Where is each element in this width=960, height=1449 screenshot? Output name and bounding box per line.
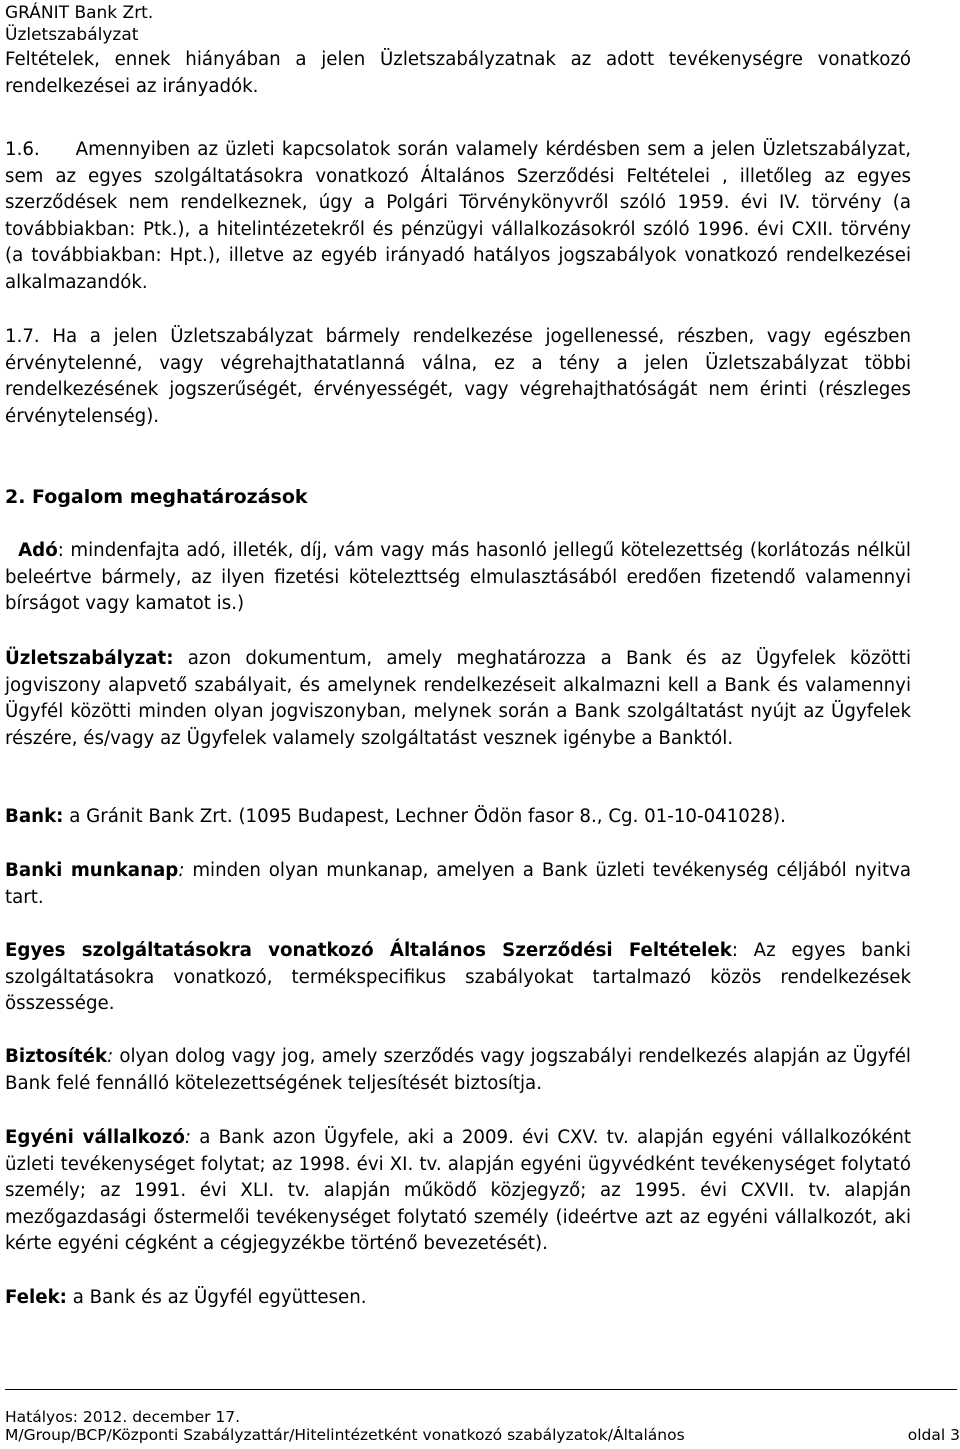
definition-text: olyan dolog vagy jog, amely szerződés vagy jogszabályi rendelkezés alapján az Ügyfél Bank felé fennálló kötelezettségének teljesítését biztosítja.: [5, 1046, 911, 1094]
definition-banki-munkanap: Banki munkanap: minden olyan munkanap, amelyen a Bank üzleti tevékenység céljából nyitva tart.: [5, 860, 911, 908]
definition-term: Üzletszabályzat:: [5, 648, 174, 669]
definition-biztositek: Biztosíték: olyan dolog vagy jog, amely szerződés vagy jogszabályi rendelkezés alapján az Ügyfél Bank felé fennálló kötelezettségének teljesítését biztosítja.: [5, 1046, 911, 1094]
footer-path: M/Group/BCP/Központi Szabályzattár/Hitelintézetként vonatkozó szabályzatok/Általános: [5, 1426, 685, 1444]
page-header: [5, 2, 153, 46]
definition-bank: [5, 804, 911, 831]
section-1-6: [5, 137, 911, 296]
definition-term: Biztosíték: [5, 1046, 108, 1067]
definition-text: mindenfajta adó, illeték, díj, vám vagy más hasonló jellegű kötelezettség (korlátozás nélkül beleértve bármely, az ilyen fizetési kötelezttség elmulasztásából eredően fizetendő valamennyi bírságot vagy kamatot is.): [5, 540, 911, 614]
definition-term: Felek:: [5, 1287, 67, 1308]
section-1-6-text: Amennyiben az üzleti kapcsolatok során valamely kérdésben sem a jelen Üzletszabályzat, sem az egyes szolgáltatásokra vonatkozó Általános Szerződési Feltételei , illetőleg az egyes szerződések nem rendelkeznek, úgy a Polgári Törvénykönyvről szóló 1959. évi IV. törvény (a továbbiakban: Ptk.), a hitelintézetekről és pénzügyi vállalkozásokról szóló 1996. évi CXII. törvény (a továbbiakban: Hpt.), illetve az egyéb irányadó hatályos jogszabályok vonatkozó rendelkezései alkalmazandók.: [5, 139, 911, 293]
footer-page-number: oldal 3: [907, 1426, 960, 1444]
section-1-7-text: Ha a jelen Üzletszabályzat bármely rendelkezése jogellenessé, részben, vagy egészben érvénytelenné, vagy végrehajthatatlanná válna, ez a tény a jelen Üzletszabályzat többi rendelkezésének jogszerűségét, érvényességét, vagy végrehajthatóságát nem érinti (részleges érvénytelenség).: [5, 326, 911, 427]
definition-text: Az egyes banki szolgáltatásokra vonatkozó, termékspecifikus szabályokat tartalmazó közös rendelkezések összessége.: [5, 940, 911, 1014]
definition-term: Adó: [18, 540, 58, 561]
section-1-7: [5, 324, 911, 430]
definition-term: Banki munkanap: [5, 860, 179, 881]
definition-term: Egyes szolgáltatásokra vonatkozó Általános Szerződési Feltételek: [5, 940, 732, 961]
section-1-7-number: 1.7.: [5, 326, 40, 347]
definition-text: minden olyan munkanap, amelyen a Bank üzleti tevékenység céljából nyitva tart.: [5, 860, 911, 908]
definition-text: a Bank azon Ügyfele, aki a 2009. évi CXV. tv. alapján egyéni vállalkozóként üzleti tevékenységet folytat; az 1998. évi XI. tv. alapján egyéni ügyvédként tevékenységet folytató személy; az 1991. évi XLI. tv. alapján működő közjegyző; az 1995. évi CXVII. tv. alapján mezőgazdasági őstermelői tevékenységet folytató személy (ideértve azt az egyéni vállalkozót, aki kérte egyéni cégként a cégjegyzékbe történő bevezetését).: [5, 1127, 911, 1254]
page-footer: [5, 1408, 960, 1444]
intro-paragraph: [5, 47, 911, 100]
intro-text: Feltételek, ennek hiányában a jelen Üzletszabályzatnak az adott tevékenységre vonatkozó rendelkezései az irányadók.: [5, 49, 911, 97]
definition-egyeni-vallalkozo: Egyéni vállalkozó: a Bank azon Ügyfele, aki a 2009. évi CXV. tv. alapján egyéni vállalkozóként üzleti tevékenységet folytat; az 1998. évi XI. tv. alapján egyéni ügyvédként tevékenységet folytató személy; az 1991. évi XLI. tv. alapján működő közjegyző; az 1995. évi CXVII. tv. alapján mezőgazdasági őstermelői tevékenységet folytató személy (ideértve azt az egyéni vállalkozót, aki kérte egyéni cégként a cégjegyzékbe történő bevezetését).: [5, 1127, 911, 1254]
definition-ado: Adó: mindenfajta adó, illeték, díj, vám vagy más hasonló jellegű kötelezettség (korlátozás nélkül beleértve bármely, az ilyen fizetési kötelezttség elmulasztásából eredően fizetendő valamennyi bírságot vagy kamatot is.): [5, 540, 911, 614]
section-1-6-number: 1.6.: [5, 139, 40, 160]
header-document-name: Üzletszabályzat: [5, 25, 139, 45]
definition-term: Egyéni vállalkozó: [5, 1127, 185, 1148]
header-bank-name: GRÁNIT Bank Zrt.: [5, 3, 154, 23]
definition-text: azon dokumentum, amely meghatározza a Bank és az Ügyfelek közötti jogviszony alapvető szabályait, és amelynek rendelkezéseit alkalmazni kell a Bank és valamennyi Ügyfél közötti minden olyan jogviszonyban, melynek során a Bank szolgáltatást nyújt az Ügyfelek részére, és/vagy az Ügyfelek valamely szolgáltatást vesznek igénybe a Banktól.: [5, 648, 911, 749]
definition-aszf: Egyes szolgáltatásokra vonatkozó Általános Szerződési Feltételek: Az egyes banki szolgáltatásokra vonatkozó, termékspecifikus szabályokat tartalmazó közös rendelkezések összessége.: [5, 940, 911, 1014]
footer-effective-date: Hatályos: 2012. december 17.: [5, 1408, 241, 1426]
footer-divider: [5, 1389, 957, 1390]
definition-felek: [5, 1285, 911, 1312]
definition-text: a Gránit Bank Zrt. (1095 Budapest, Lechner Ödön fasor 8., Cg. 01-10-041028).: [63, 806, 786, 827]
definition-term: Bank:: [5, 806, 64, 827]
definition-text: a Bank és az Ügyfél együttesen.: [66, 1287, 367, 1308]
section-2-title: 2. Fogalom meghatározások: [5, 486, 308, 508]
definition-uzletszabalyzat: [5, 646, 911, 752]
